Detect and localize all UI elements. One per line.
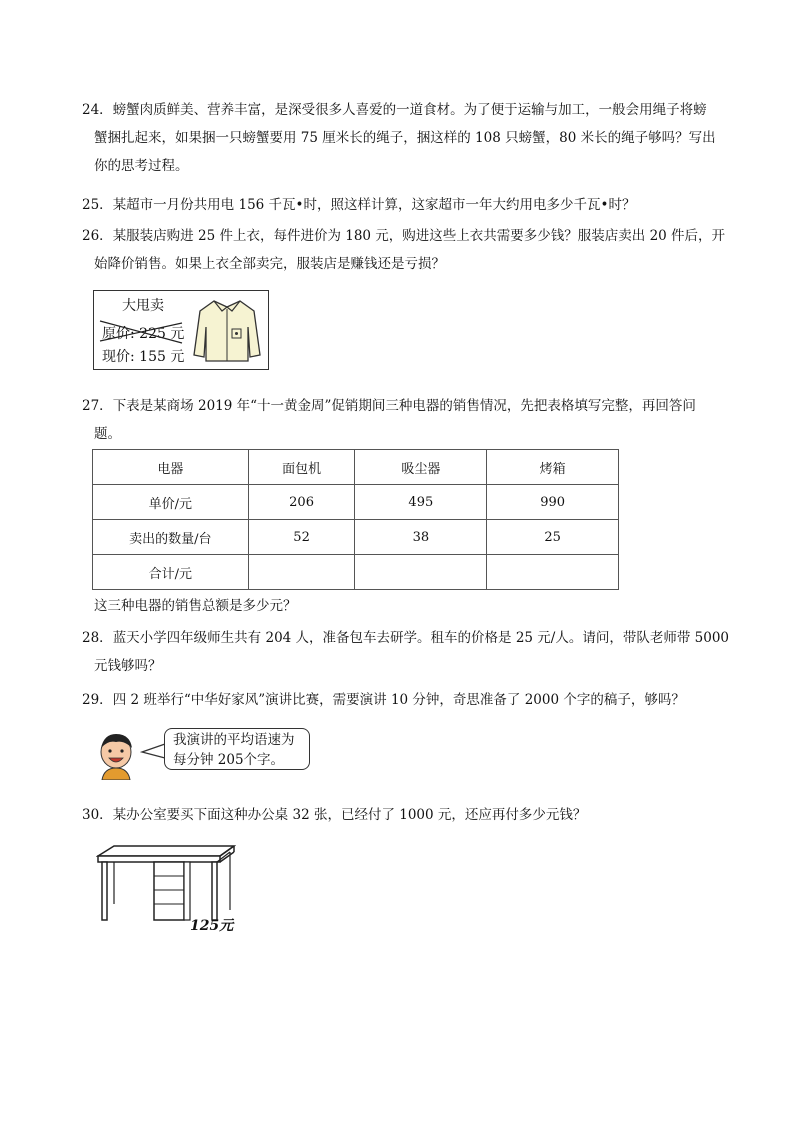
table-cell: 52 (248, 520, 355, 555)
question-number: 24． (82, 102, 113, 118)
question-text: 螃蟹肉质鲜美、营养丰富，是深受很多人喜爱的一道食材。为了便于运输与加工，一般会用绳子将螃 (112, 102, 707, 118)
table-cell: 495 (355, 485, 487, 520)
table-row (93, 520, 619, 555)
sale-title: 大甩卖 (122, 298, 164, 314)
question-text: 下表是某商场 2019 年“十一黄金周”促销期间三种电器的销售情况，先把表格填写完整，再回答问 (112, 398, 696, 414)
table-header: 电器 (93, 450, 249, 485)
original-price: 原价: 225 元 (102, 326, 185, 342)
question-text: 蓝天小学四年级师生共有 204 人，准备包车去研学。租车的价格是 25 元/人。请问，带队老师带 5000 (112, 630, 729, 646)
question-30 (82, 801, 722, 829)
table-header-row (93, 450, 619, 485)
desk-price-tag: 125元 (190, 918, 234, 934)
speech-text: 我演讲的平均语速为 (173, 732, 295, 748)
answer-blank-cell[interactable] (248, 555, 355, 590)
table-cell: 合计/元 (93, 555, 249, 590)
table-cell: 206 (248, 485, 355, 520)
speech-tail-icon (140, 742, 166, 762)
table-cell: 25 (487, 520, 619, 555)
table-cell: 38 (355, 520, 487, 555)
question-number: 27． (82, 398, 113, 414)
question-24 (82, 96, 722, 180)
question-text: 始降价销售。如果上衣全部卖完，服装店是赚钱还是亏损？ (94, 256, 445, 272)
answer-blank-cell[interactable] (487, 555, 619, 590)
question-number: 26． (82, 228, 113, 244)
boy-avatar-icon (94, 730, 138, 780)
sale-card (93, 290, 269, 370)
speech-bubble (164, 728, 310, 770)
table-header: 面包机 (248, 450, 355, 485)
speech-text: 每分钟 205个字。 (173, 752, 285, 768)
table-row (93, 555, 619, 590)
desk-icon (96, 844, 236, 924)
table-header: 烤箱 (487, 450, 619, 485)
question-text: 元钱够吗？ (94, 658, 162, 674)
table-row (93, 485, 619, 520)
question-text: 四 2 班举行“中华好家风”演讲比赛，需要演讲 10 分钟，奇思准备了 2000 个字的稿子，够吗？ (112, 692, 685, 708)
question-28 (82, 624, 729, 680)
table-cell: 卖出的数量/台 (93, 520, 249, 555)
sales-table (92, 449, 619, 590)
question-27-followup (94, 592, 734, 620)
table-header: 吸尘器 (355, 450, 487, 485)
question-number: 25． (82, 197, 113, 213)
question-number: 30． (82, 807, 113, 823)
question-text: 蟹捆扎起来，如果捆一只螃蟹要用 75 厘米长的绳子，捆这样的 108 只螃蟹，80 米长的绳子够吗？写出 (94, 130, 716, 146)
question-text: 某超市一月份共用电 156 千瓦•时，照这样计算，这家超市一年大约用电多少千瓦•时？ (112, 197, 636, 213)
question-text: 题。 (94, 426, 121, 442)
question-text: 这三种电器的销售总额是多少元？ (94, 598, 297, 614)
question-number: 28． (82, 630, 113, 646)
question-number: 29． (82, 692, 113, 708)
question-29 (82, 686, 722, 714)
current-price: 现价: 155 元 (102, 349, 185, 365)
question-25 (82, 191, 722, 219)
question-27 (82, 392, 722, 448)
question-text: 你的思考过程。 (94, 158, 189, 174)
shirt-icon (192, 297, 262, 363)
question-text: 某服装店购进 25 件上衣，每件进价为 180 元，购进这些上衣共需要多少钱？服装店卖出 20 件后，开 (112, 228, 726, 244)
question-text: 某办公室要买下面这种办公桌 32 张，已经付了 1000 元，还应再付多少元钱？ (112, 807, 587, 823)
strikethrough-icon (94, 291, 194, 369)
table-cell: 单价/元 (93, 485, 249, 520)
table-cell: 990 (487, 485, 619, 520)
answer-blank-cell[interactable] (355, 555, 487, 590)
question-26 (82, 222, 726, 278)
